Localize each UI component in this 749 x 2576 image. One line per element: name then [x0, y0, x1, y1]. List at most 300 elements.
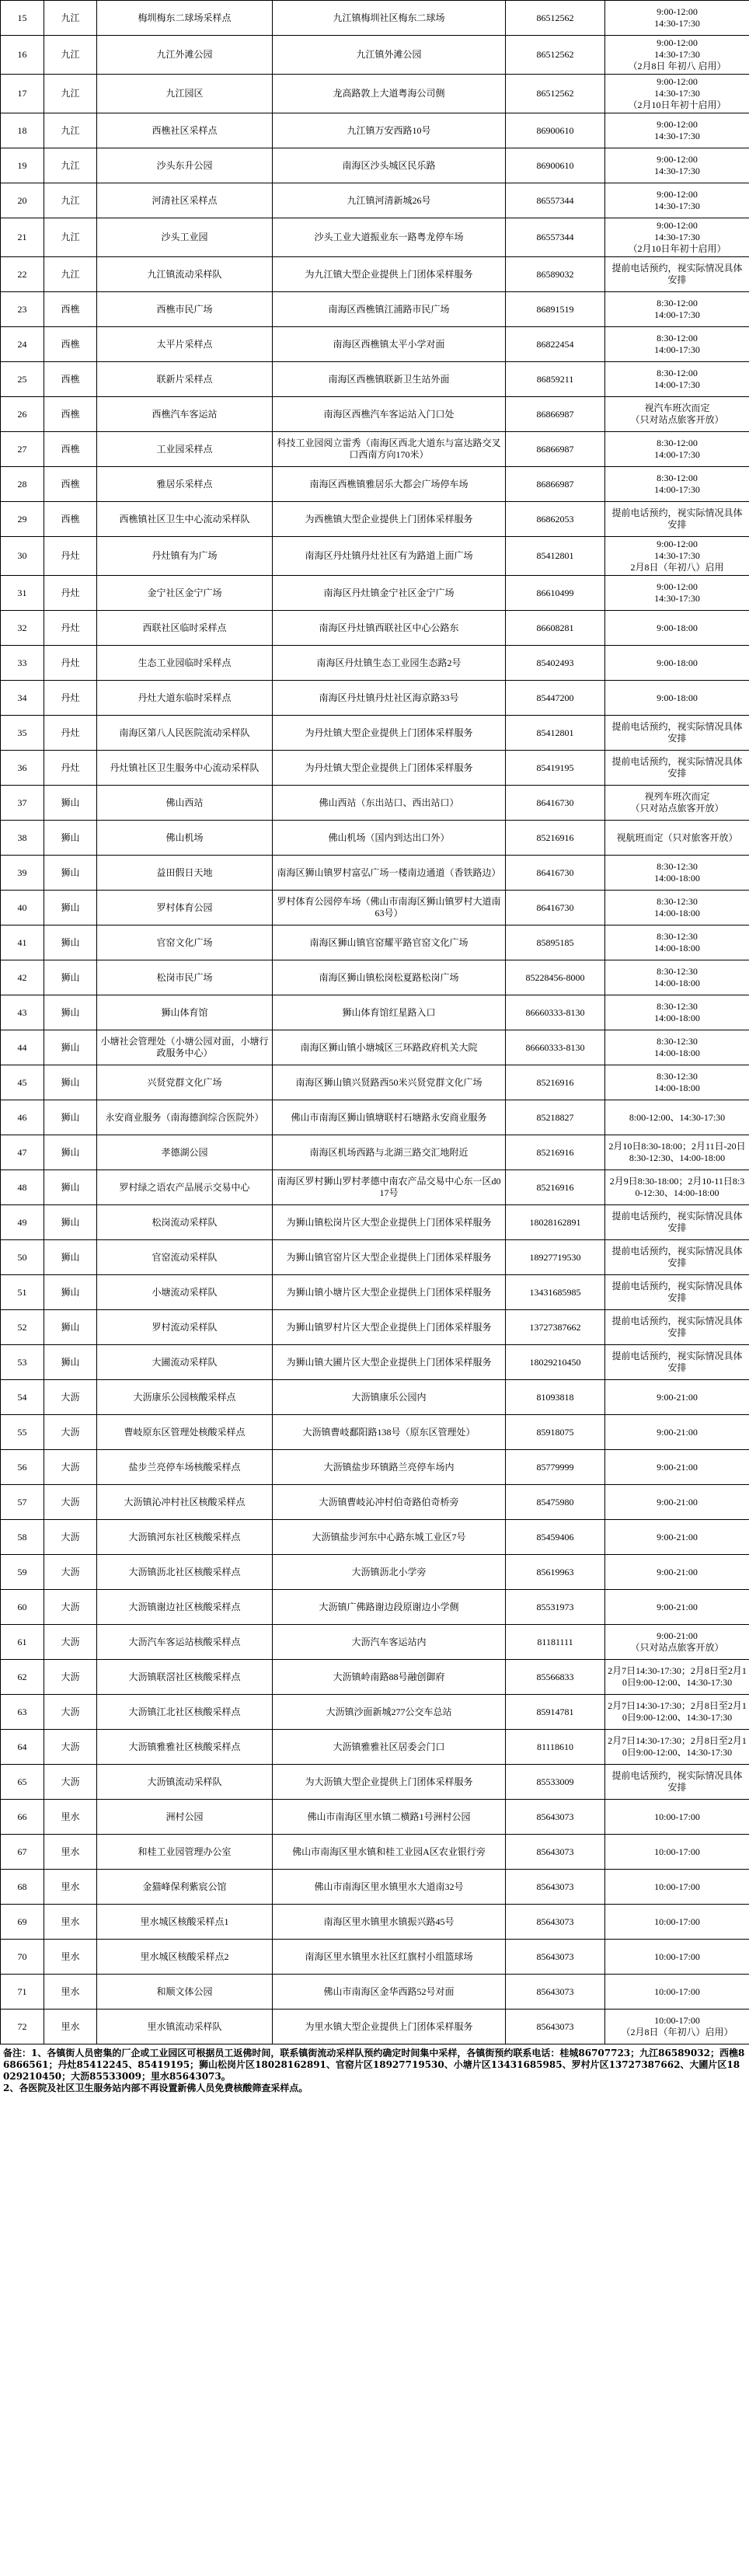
town: 大沥 [44, 1730, 97, 1765]
table-row [1, 1, 749, 36]
table-body [1, 1, 749, 2044]
town: 狮山 [44, 960, 97, 995]
row-number: 61 [1, 1625, 44, 1660]
service-hours: 8:30-12:00 14:00-17:30 [605, 362, 749, 397]
remark-line-2: 2、各医院及社区卫生服务站内部不再设置新佛人员免费核酸筛查采样点。 [3, 2083, 308, 2093]
site-name: 官窑文化广场 [97, 925, 273, 960]
contact-phone: 86610499 [506, 576, 605, 611]
service-hours: 提前电话预约，视实际情况具体安排 [605, 1345, 749, 1380]
contact-phone: 85216916 [506, 1135, 605, 1170]
table-row [1, 1625, 749, 1660]
contact-phone: 18927719530 [506, 1240, 605, 1275]
town: 九江 [44, 113, 97, 148]
site-name: 大沥镇河东社区核酸采样点 [97, 1520, 273, 1555]
table-row [1, 75, 749, 113]
town: 九江 [44, 1, 97, 36]
site-address: 南海区狮山镇官窑耀平路官窑文化广场 [273, 925, 506, 960]
town: 西樵 [44, 362, 97, 397]
site-name: 丹灶镇有为广场 [97, 537, 273, 576]
table-row [1, 1450, 749, 1485]
row-number: 32 [1, 611, 44, 646]
site-address: 罗村体育公园停车场（佛山市南海区狮山镇罗村大道南63号） [273, 891, 506, 925]
table-row [1, 960, 749, 995]
town: 狮山 [44, 1240, 97, 1275]
site-address: 佛山市南海区里水镇和桂工业园A区农业银行旁 [273, 1835, 506, 1870]
row-number: 52 [1, 1310, 44, 1345]
site-address: 为狮山镇大圃片区大型企业提供上门团体采样服务 [273, 1345, 506, 1380]
row-number: 65 [1, 1765, 44, 1800]
town: 西樵 [44, 397, 97, 432]
site-name: 洲村公园 [97, 1800, 273, 1835]
site-address: 沙头工业大道振业东一路粤龙停车场 [273, 218, 506, 257]
town: 狮山 [44, 1030, 97, 1065]
site-address: 为狮山镇罗村片区大型企业提供上门团体采样服务 [273, 1310, 506, 1345]
site-address: 为丹灶镇大型企业提供上门团体采样服务 [273, 716, 506, 751]
service-hours: 提前电话预约，视实际情况具体安排 [605, 502, 749, 537]
service-hours: 9:00-18:00 [605, 646, 749, 681]
row-number: 44 [1, 1030, 44, 1065]
site-name: 和桂工业园管理办公室 [97, 1835, 273, 1870]
service-hours: 8:30-12:00 14:00-17:30 [605, 432, 749, 467]
site-name: 金宁社区金宁广场 [97, 576, 273, 611]
table-row [1, 925, 749, 960]
town: 九江 [44, 183, 97, 218]
table-row [1, 1310, 749, 1345]
site-address: 佛山市南海区里水镇里水大道南32号 [273, 1870, 506, 1905]
site-name: 金猫峰保利紫宸公馆 [97, 1870, 273, 1905]
table-row [1, 1030, 749, 1065]
contact-phone: 86660333-8130 [506, 995, 605, 1030]
service-hours: 8:30-12:30 14:00-18:00 [605, 856, 749, 891]
service-hours: 8:30-12:00 14:00-17:30 [605, 327, 749, 362]
table-row [1, 1100, 749, 1135]
site-name: 大沥镇雅雅社区核酸采样点 [97, 1730, 273, 1765]
service-hours: 8:30-12:30 14:00-18:00 [605, 891, 749, 925]
table-row [1, 751, 749, 786]
site-address: 为九江镇大型企业提供上门团体采样服务 [273, 257, 506, 292]
contact-phone: 85447200 [506, 681, 605, 716]
town: 狮山 [44, 995, 97, 1030]
table-row [1, 646, 749, 681]
row-number: 60 [1, 1590, 44, 1625]
site-name: 大沥康乐公园核酸采样点 [97, 1380, 273, 1415]
site-address: 九江镇梅圳社区梅东二球场 [273, 1, 506, 36]
table-row [1, 1170, 749, 1205]
contact-phone: 85914781 [506, 1695, 605, 1730]
contact-phone: 81181111 [506, 1625, 605, 1660]
town: 大沥 [44, 1555, 97, 1590]
table-row [1, 891, 749, 925]
table-row [1, 1275, 749, 1310]
town: 大沥 [44, 1625, 97, 1660]
site-name: 罗村流动采样队 [97, 1310, 273, 1345]
table-row [1, 1065, 749, 1100]
row-number: 17 [1, 75, 44, 113]
service-hours: 视列车班次而定 （只对站点旅客开放） [605, 786, 749, 821]
contact-phone: 85218827 [506, 1100, 605, 1135]
row-number: 16 [1, 36, 44, 75]
row-number: 59 [1, 1555, 44, 1590]
site-name: 太平片采样点 [97, 327, 273, 362]
table-row [1, 1695, 749, 1730]
site-address: 南海区里水镇里水镇振兴路45号 [273, 1905, 506, 1940]
site-address: 南海区狮山镇松岗松夏路松岗广场 [273, 960, 506, 995]
table-row [1, 502, 749, 537]
site-name: 里水城区核酸采样点2 [97, 1940, 273, 1975]
site-name: 小塘社会管理处（小塘公园对面，小塘行政服务中心） [97, 1030, 273, 1065]
town: 狮山 [44, 1345, 97, 1380]
row-number: 45 [1, 1065, 44, 1100]
service-hours: 10:00-17:00 [605, 1905, 749, 1940]
service-hours: 9:00-18:00 [605, 611, 749, 646]
contact-phone: 85566833 [506, 1660, 605, 1695]
row-number: 23 [1, 292, 44, 327]
site-name: 松岗市民广场 [97, 960, 273, 995]
contact-phone: 86900610 [506, 148, 605, 183]
table-row [1, 362, 749, 397]
site-address: 九江镇外滩公园 [273, 36, 506, 75]
town: 丹灶 [44, 537, 97, 576]
site-name: 联新片采样点 [97, 362, 273, 397]
contact-phone: 85412801 [506, 537, 605, 576]
service-hours: 提前电话预约，视实际情况具体安排 [605, 1275, 749, 1310]
site-address: 南海区丹灶镇西联社区中心公路东 [273, 611, 506, 646]
table-row [1, 1590, 749, 1625]
row-number: 51 [1, 1275, 44, 1310]
town: 大沥 [44, 1485, 97, 1520]
site-address: 南海区狮山镇小塘城区三环路政府机关大院 [273, 1030, 506, 1065]
row-number: 30 [1, 537, 44, 576]
town: 狮山 [44, 1170, 97, 1205]
town: 丹灶 [44, 716, 97, 751]
contact-phone: 86589032 [506, 257, 605, 292]
table-row [1, 218, 749, 257]
row-number: 62 [1, 1660, 44, 1695]
contact-phone: 81093818 [506, 1380, 605, 1415]
table-row [1, 36, 749, 75]
row-number: 25 [1, 362, 44, 397]
service-hours: 2月10日8:30-18:00；2月11日-20日8:30-12:30、14:00-18:00 [605, 1135, 749, 1170]
site-name: 西联社区临时采样点 [97, 611, 273, 646]
row-number: 66 [1, 1800, 44, 1835]
row-number: 46 [1, 1100, 44, 1135]
service-hours: 9:00-18:00 [605, 681, 749, 716]
site-name: 和顺文体公园 [97, 1975, 273, 2010]
site-address: 佛山市南海区金华西路52号对面 [273, 1975, 506, 2010]
row-number: 39 [1, 856, 44, 891]
contact-phone: 18029210450 [506, 1345, 605, 1380]
town: 里水 [44, 1835, 97, 1870]
contact-phone: 86660333-8130 [506, 1030, 605, 1065]
town: 狮山 [44, 856, 97, 891]
site-address: 大沥镇康乐公园内 [273, 1380, 506, 1415]
contact-phone: 13431685985 [506, 1275, 605, 1310]
town: 大沥 [44, 1660, 97, 1695]
site-name: 大沥镇沁冲村社区核酸采样点 [97, 1485, 273, 1520]
site-address: 南海区丹灶镇丹灶社区有为路道上面广场 [273, 537, 506, 576]
site-address: 为狮山镇官窑片区大型企业提供上门团体采样服务 [273, 1240, 506, 1275]
row-number: 56 [1, 1450, 44, 1485]
site-name: 盐步兰亮停车场核酸采样点 [97, 1450, 273, 1485]
site-name: 大圃流动采样队 [97, 1345, 273, 1380]
service-hours: 8:30-12:30 14:00-18:00 [605, 1065, 749, 1100]
contact-phone: 85228456-8000 [506, 960, 605, 995]
site-name: 大沥镇江北社区核酸采样点 [97, 1695, 273, 1730]
site-address: 九江镇河清新城26号 [273, 183, 506, 218]
site-address: 南海区里水镇里水社区红旗村小组篮球场 [273, 1940, 506, 1975]
site-name: 永安商业服务（南海德润综合医院外） [97, 1100, 273, 1135]
row-number: 49 [1, 1205, 44, 1240]
table-row [1, 1870, 749, 1905]
town: 里水 [44, 1800, 97, 1835]
site-name: 罗村绿之语农产品展示交易中心 [97, 1170, 273, 1205]
row-number: 18 [1, 113, 44, 148]
service-hours: 9:00-21:00 [605, 1380, 749, 1415]
contact-phone: 86512562 [506, 1, 605, 36]
site-name: 雅居乐采样点 [97, 467, 273, 502]
service-hours: 8:30-12:30 14:00-18:00 [605, 960, 749, 995]
table-row [1, 716, 749, 751]
row-number: 15 [1, 1, 44, 36]
site-address: 南海区狮山镇兴贤路西50米兴贤党群文化广场 [273, 1065, 506, 1100]
row-number: 42 [1, 960, 44, 995]
table-row [1, 432, 749, 467]
site-name: 大沥镇联滘社区核酸采样点 [97, 1660, 273, 1695]
site-address: 为大沥镇大型企业提供上门团体采样服务 [273, 1765, 506, 1800]
site-name: 西樵社区采样点 [97, 113, 273, 148]
contact-phone: 86512562 [506, 36, 605, 75]
row-number: 68 [1, 1870, 44, 1905]
contact-phone: 85419195 [506, 751, 605, 786]
site-name: 大沥镇谢边社区核酸采样点 [97, 1590, 273, 1625]
row-number: 35 [1, 716, 44, 751]
service-hours: 2月9日8:30-18:00；2月10-11日8:30-12:30、14:00-18:00 [605, 1170, 749, 1205]
table-row [1, 1380, 749, 1415]
site-address: 大沥镇雅雅社区居委会门口 [273, 1730, 506, 1765]
town: 九江 [44, 257, 97, 292]
contact-phone: 81118610 [506, 1730, 605, 1765]
contact-phone: 85895185 [506, 925, 605, 960]
site-address: 大沥镇曹岐鄱阳路138号（原东区管理处） [273, 1415, 506, 1450]
contact-phone: 85643073 [506, 1835, 605, 1870]
site-name: 九江镇流动采样队 [97, 257, 273, 292]
service-hours: 9:00-12:00 14:30-17:30 （2月8日 年初八 启用） [605, 36, 749, 75]
table-row [1, 1415, 749, 1450]
site-address: 南海区狮山镇罗村富弘广场一楼南边通道（香铁路边） [273, 856, 506, 891]
town: 狮山 [44, 891, 97, 925]
contact-phone: 85216916 [506, 821, 605, 856]
town: 里水 [44, 1905, 97, 1940]
contact-phone: 86900610 [506, 113, 605, 148]
row-number: 48 [1, 1170, 44, 1205]
row-number: 71 [1, 1975, 44, 2010]
row-number: 26 [1, 397, 44, 432]
site-name: 西樵市民广场 [97, 292, 273, 327]
table-row [1, 397, 749, 432]
site-address: 南海区机场西路与北湖三路交汇地附近 [273, 1135, 506, 1170]
row-number: 28 [1, 467, 44, 502]
town: 大沥 [44, 1765, 97, 1800]
town: 九江 [44, 148, 97, 183]
contact-phone: 85918075 [506, 1415, 605, 1450]
town: 狮山 [44, 1065, 97, 1100]
table-row [1, 292, 749, 327]
service-hours: 9:00-12:00 14:30-17:30 [605, 1, 749, 36]
site-name: 小塘流动采样队 [97, 1275, 273, 1310]
site-address: 佛山西站（东出站口、西出站口） [273, 786, 506, 821]
table-row [1, 1555, 749, 1590]
service-hours: 9:00-12:00 14:30-17:30 [605, 113, 749, 148]
town: 大沥 [44, 1520, 97, 1555]
site-name: 工业园采样点 [97, 432, 273, 467]
service-hours: 10:00-17:00 [605, 1940, 749, 1975]
site-address: 佛山机场（国内到达出口外） [273, 821, 506, 856]
town: 狮山 [44, 1100, 97, 1135]
town: 大沥 [44, 1380, 97, 1415]
row-number: 33 [1, 646, 44, 681]
site-address: 南海区罗村狮山罗村孝德中南农产品交易中心东一区d017号 [273, 1170, 506, 1205]
contact-phone: 86862053 [506, 502, 605, 537]
row-number: 58 [1, 1520, 44, 1555]
service-hours: 提前电话预约，视实际情况具体安排 [605, 716, 749, 751]
service-hours: 10:00-17:00 [605, 1800, 749, 1835]
row-number: 19 [1, 148, 44, 183]
service-hours: 8:30-12:30 14:00-18:00 [605, 1030, 749, 1065]
site-address: 南海区西樵镇太平小学对面 [273, 327, 506, 362]
town: 九江 [44, 218, 97, 257]
contact-phone: 86557344 [506, 183, 605, 218]
contact-phone: 85643073 [506, 1905, 605, 1940]
contact-phone: 85533009 [506, 1765, 605, 1800]
contact-phone: 85216916 [506, 1065, 605, 1100]
table-row [1, 1800, 749, 1835]
table-row [1, 148, 749, 183]
table-row [1, 1835, 749, 1870]
table-row [1, 257, 749, 292]
site-name: 九江园区 [97, 75, 273, 113]
site-address: 狮山体育馆红星路入口 [273, 995, 506, 1030]
row-number: 37 [1, 786, 44, 821]
table-row [1, 1345, 749, 1380]
contact-phone: 86416730 [506, 786, 605, 821]
row-number: 22 [1, 257, 44, 292]
remark-line-1: 备注：1、各镇街人员密集的厂企或工业园区可根据员工返佛时间，联系镇街流动采样队预约确定时间集中采样，各镇街预约联系电话：桂城86707723；九江86589032；西樵86866561；丹灶85412245、85419195；狮山松岗片区18028162891、官窑片区18927719530、小塘片区13431685985、罗村片区13727387662、大圃片区18029210450；大沥85533009；里水85643073。 [3, 2048, 745, 2082]
row-number: 53 [1, 1345, 44, 1380]
site-name: 大沥镇流动采样队 [97, 1765, 273, 1800]
town: 大沥 [44, 1415, 97, 1450]
contact-phone: 85412801 [506, 716, 605, 751]
site-address: 南海区西樵汽车客运站入门口处 [273, 397, 506, 432]
site-name: 里水镇流动采样队 [97, 2010, 273, 2044]
site-address: 大沥镇盐步环镇路兰亮停车场内 [273, 1450, 506, 1485]
contact-phone: 86416730 [506, 856, 605, 891]
site-name: 丹灶大道东临时采样点 [97, 681, 273, 716]
town: 丹灶 [44, 646, 97, 681]
table-row [1, 1730, 749, 1765]
town: 大沥 [44, 1590, 97, 1625]
town: 里水 [44, 1870, 97, 1905]
town: 西樵 [44, 292, 97, 327]
site-address: 南海区沙头城区民乐路 [273, 148, 506, 183]
service-hours: 9:00-12:00 14:30-17:30 [605, 183, 749, 218]
service-hours: 视航班而定（只对旅客开放） [605, 821, 749, 856]
service-hours: 9:00-12:00 14:30-17:30 [605, 576, 749, 611]
service-hours: 8:00-12:00、14:30-17:30 [605, 1100, 749, 1135]
row-number: 24 [1, 327, 44, 362]
table-row [1, 611, 749, 646]
site-name: 益田假日天地 [97, 856, 273, 891]
service-hours: 9:00-21:00 [605, 1555, 749, 1590]
service-hours: 9:00-21:00 [605, 1485, 749, 1520]
town: 西樵 [44, 502, 97, 537]
row-number: 31 [1, 576, 44, 611]
town: 狮山 [44, 1205, 97, 1240]
row-number: 70 [1, 1940, 44, 1975]
service-hours: 提前电话预约，视实际情况具体安排 [605, 1205, 749, 1240]
contact-phone: 86557344 [506, 218, 605, 257]
site-address: 佛山市南海区狮山镇塘联村石塘路永安商业服务 [273, 1100, 506, 1135]
table-row [1, 1660, 749, 1695]
table-row [1, 681, 749, 716]
town: 丹灶 [44, 576, 97, 611]
table-row [1, 821, 749, 856]
site-name: 九江外滩公园 [97, 36, 273, 75]
site-address: 大沥镇沥北小学旁 [273, 1555, 506, 1590]
row-number: 64 [1, 1730, 44, 1765]
town: 狮山 [44, 1310, 97, 1345]
site-name: 官窑流动采样队 [97, 1240, 273, 1275]
town: 里水 [44, 2010, 97, 2044]
contact-phone: 86866987 [506, 397, 605, 432]
service-hours: 9:00-21:00 （只对站点旅客开放） [605, 1625, 749, 1660]
site-address: 南海区丹灶镇金宁社区金宁广场 [273, 576, 506, 611]
site-address: 大沥镇岭南路88号融创御府 [273, 1660, 506, 1695]
service-hours: 9:00-21:00 [605, 1415, 749, 1450]
service-hours: 提前电话预约，视实际情况具体安排 [605, 751, 749, 786]
site-name: 丹灶镇社区卫生服务中心流动采样队 [97, 751, 273, 786]
site-address: 南海区丹灶镇丹灶社区海京路33号 [273, 681, 506, 716]
site-name: 梅圳梅东二球场采样点 [97, 1, 273, 36]
site-address: 为狮山镇小塘片区大型企业提供上门团体采样服务 [273, 1275, 506, 1310]
service-hours: 提前电话预约，视实际情况具体安排 [605, 257, 749, 292]
town: 狮山 [44, 1275, 97, 1310]
site-address: 大沥镇盐步河东中心路东城工业区7号 [273, 1520, 506, 1555]
row-number: 47 [1, 1135, 44, 1170]
table-row [1, 537, 749, 576]
service-hours: 视汽车班次而定 （只对站点旅客开放） [605, 397, 749, 432]
site-address: 南海区西樵镇联新卫生站外面 [273, 362, 506, 397]
site-name: 兴贤党群文化广场 [97, 1065, 273, 1100]
service-hours: 2月7日14:30-17:30；2月8日至2月10日9:00-12:00、14:30-17:30 [605, 1730, 749, 1765]
contact-phone: 85643073 [506, 1975, 605, 2010]
site-name: 佛山机场 [97, 821, 273, 856]
contact-phone: 85643073 [506, 1800, 605, 1835]
town: 狮山 [44, 925, 97, 960]
site-name: 西樵镇社区卫生中心流动采样队 [97, 502, 273, 537]
site-name: 沙头东升公园 [97, 148, 273, 183]
town: 西樵 [44, 467, 97, 502]
town: 西樵 [44, 432, 97, 467]
contact-phone: 85402493 [506, 646, 605, 681]
table-row [1, 1520, 749, 1555]
site-address: 为里水镇大型企业提供上门团体采样服务 [273, 2010, 506, 2044]
service-hours: 8:30-12:00 14:00-17:30 [605, 467, 749, 502]
remarks [0, 2044, 749, 2094]
table-row [1, 1940, 749, 1975]
contact-phone: 13727387662 [506, 1310, 605, 1345]
service-hours: 9:00-12:00 14:30-17:30 （2月10日年初十启用） [605, 218, 749, 257]
row-number: 69 [1, 1905, 44, 1940]
